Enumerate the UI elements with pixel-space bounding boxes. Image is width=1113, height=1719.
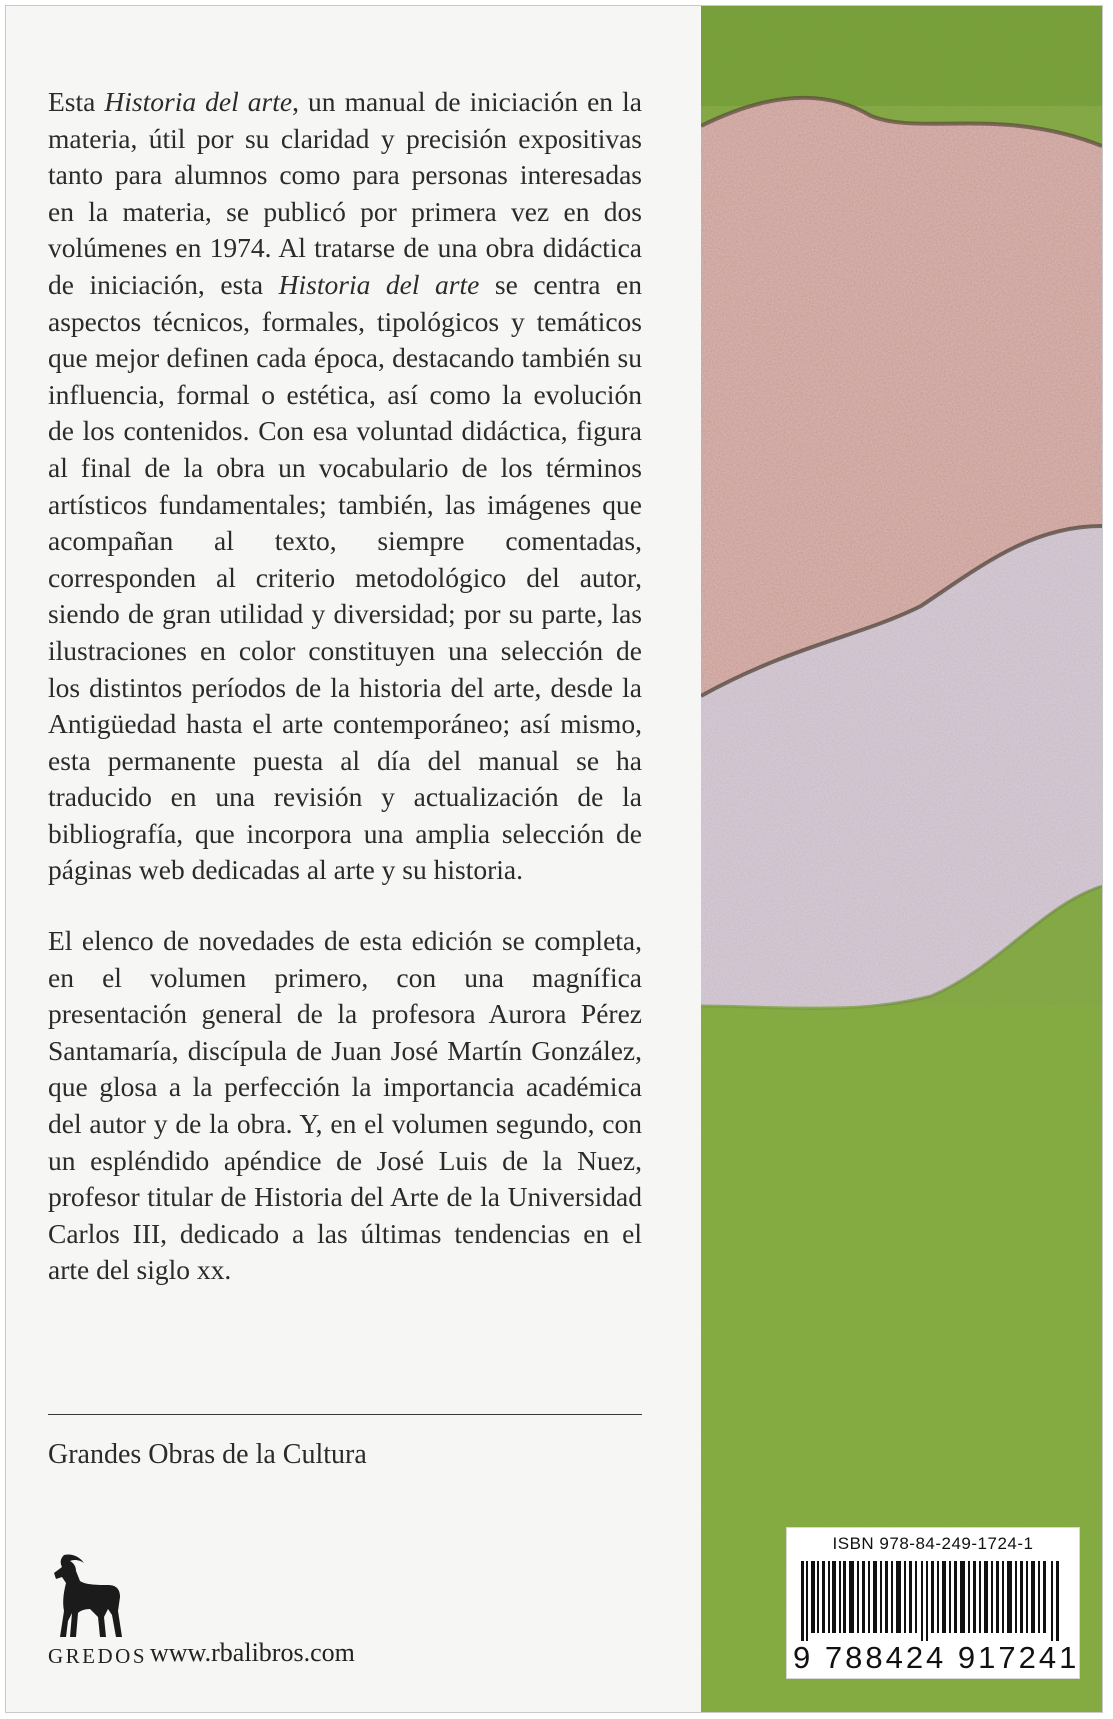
book-title-italic: Historia del arte bbox=[278, 268, 480, 300]
cover-painting bbox=[701, 6, 1102, 1712]
blurb bbox=[48, 84, 642, 1289]
barcode-label bbox=[786, 1527, 1080, 1679]
book-title-italic: Historia del arte bbox=[104, 86, 293, 117]
book-back-cover bbox=[5, 5, 1103, 1713]
collection-name: Grandes Obras de la Cultura bbox=[48, 1439, 367, 1470]
publisher-website: www.rbalibros.com bbox=[150, 1638, 355, 1667]
blurb-text: Esta bbox=[48, 86, 105, 117]
ibex-icon bbox=[50, 1551, 130, 1641]
blurb-paragraph-2: El elenco de novedades de esta edición se completa, en el volumen primero, con una magnífica presentación general de la profesora Aurora Pérez Santamaría, discípula de Juan José Martín González, que glosa a la perfección la importancia académica del autor y de la obra. Y, en el volumen segundo, con un espléndido apéndice de José Luis de la Nuez, profesor titular de Historia del Arte de la Universidad Carlos III, dedicado a las últimas tendencias en el arte del siglo xx. bbox=[48, 925, 642, 1286]
blurb-paragraph-1 bbox=[48, 84, 642, 889]
blurb-text: se centra en aspectos técnicos, formales, tipológicos y temáticos que mejor definen cada época, destacando también su influencia, formal o estética, así como la evolución de los contenidos. Con esa voluntad didáctica, figura al final de la obra un vocabulario de los términos artísticos fundamentales; también, las imágenes que acompañan al texto, siempre comentadas, corresponden al criterio metodológico del autor, siendo de gran utilidad y diversidad; por su parte, las ilustraciones en color constituyen una selección de los distintos períodos de la historia del arte, desde la Antigüedad hasta el arte contemporáneo; así mismo, esta permanente puesta al día del manual se ha traducido en una revisión y actualización de la bibliografía, que incorpora una amplia selección de páginas web dedicadas al arte y su historia. bbox=[48, 268, 642, 886]
divider-rule bbox=[48, 1414, 642, 1415]
text-panel bbox=[6, 6, 701, 1712]
publisher-name: GREDOS bbox=[48, 1644, 148, 1668]
barcode-digits: 9 788424 917241 bbox=[793, 1640, 1080, 1675]
blurb-text: , un manual de iniciación en la materia, útil por su claridad y precisión expositivas tanto para alumnos como para personas interesadas en la materia, se publicó por primera vez en dos volúmenes en 1974. Al tratarse de una obra didáctica de iniciación, esta bbox=[48, 86, 642, 300]
barcode-bars bbox=[801, 1561, 1065, 1641]
isbn-text: ISBN 978-84-249-1724-1 bbox=[832, 1534, 1034, 1553]
